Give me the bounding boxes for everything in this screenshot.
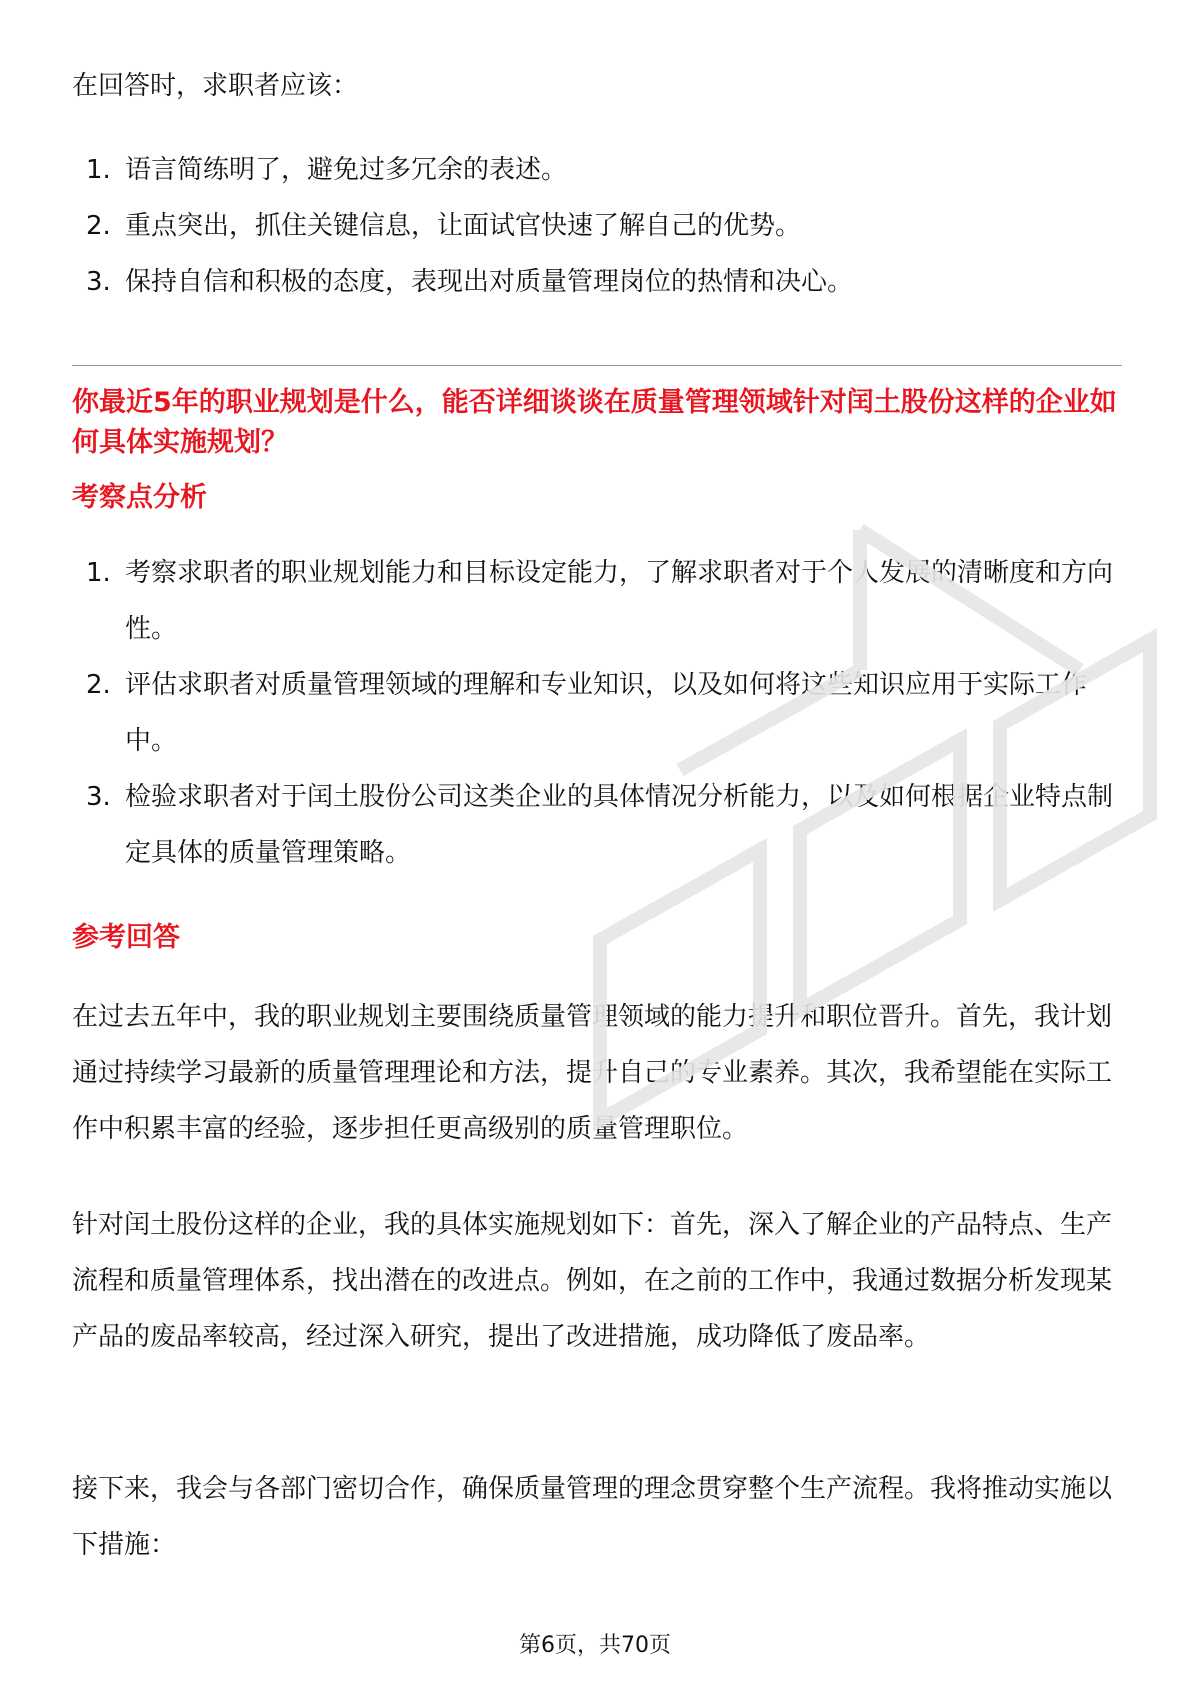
section-divider [72, 365, 1122, 366]
answer-heading: 参考回答 [72, 922, 180, 953]
tips-list [72, 142, 1122, 310]
answer-paragraph: 针对闰土股份这样的企业，我的具体实施规划如下：首先，深入了解企业的产品特点、生产流程和质量管理体系，找出潜在的改进点。例如，在之前的工作中，我通过数据分析发现某产品的废品率较高，经过深入研究，提出了改进措施，成功降低了废品率。 [72, 1210, 1113, 1352]
list-item-number: 2. [86, 670, 111, 700]
list-item-text: 语言简练明了，避免过多冗余的表述。 [125, 155, 568, 185]
question-heading: 你最近5年的职业规划是什么，能否详细谈谈在质量管理领域针对闰土股份这样的企业如何具体实施规划？ [72, 387, 1117, 458]
list-item [72, 769, 1122, 881]
list-item [72, 142, 1122, 198]
answer-paragraph: 在过去五年中，我的职业规划主要围绕质量管理领域的能力提升和职位晋升。首先，我计划通过持续学习最新的质量管理理论和方法，提升自己的专业素养。其次，我希望能在实际工作中积累丰富的经验，逐步担任更高级别的质量管理职位。 [72, 1002, 1113, 1144]
list-item-number: 1. [86, 155, 111, 185]
page-footer: 第6页，共70页 [519, 1633, 671, 1658]
list-item-text: 考察求职者的职业规划能力和目标设定能力，了解求职者对于个人发展的清晰度和方向性。 [125, 558, 1114, 644]
list-item [72, 198, 1122, 254]
analysis-list [72, 545, 1122, 881]
list-item-number: 1. [86, 558, 111, 588]
list-item [72, 657, 1122, 769]
intro-text: 在回答时，求职者应该： [72, 71, 359, 101]
analysis-heading: 考察点分析 [72, 482, 207, 513]
answer-paragraph: 接下来，我会与各部门密切合作，确保质量管理的理念贯穿整个生产流程。我将推动实施以下措施： [72, 1474, 1113, 1560]
list-item-number: 2. [86, 211, 111, 241]
list-item [72, 254, 1122, 310]
list-item-text: 重点突出，抓住关键信息，让面试官快速了解自己的优势。 [125, 211, 802, 241]
list-item-text: 评估求职者对质量管理领域的理解和专业知识，以及如何将这些知识应用于实际工作中。 [125, 670, 1088, 756]
list-item-text: 保持自信和积极的态度，表现出对质量管理岗位的热情和决心。 [125, 267, 854, 297]
list-item-text: 检验求职者对于闰土股份公司这类企业的具体情况分析能力，以及如何根据企业特点制定具体的质量管理策略。 [125, 782, 1114, 868]
list-item-number: 3. [86, 782, 111, 812]
list-item [72, 545, 1122, 657]
list-item-number: 3. [86, 267, 111, 297]
